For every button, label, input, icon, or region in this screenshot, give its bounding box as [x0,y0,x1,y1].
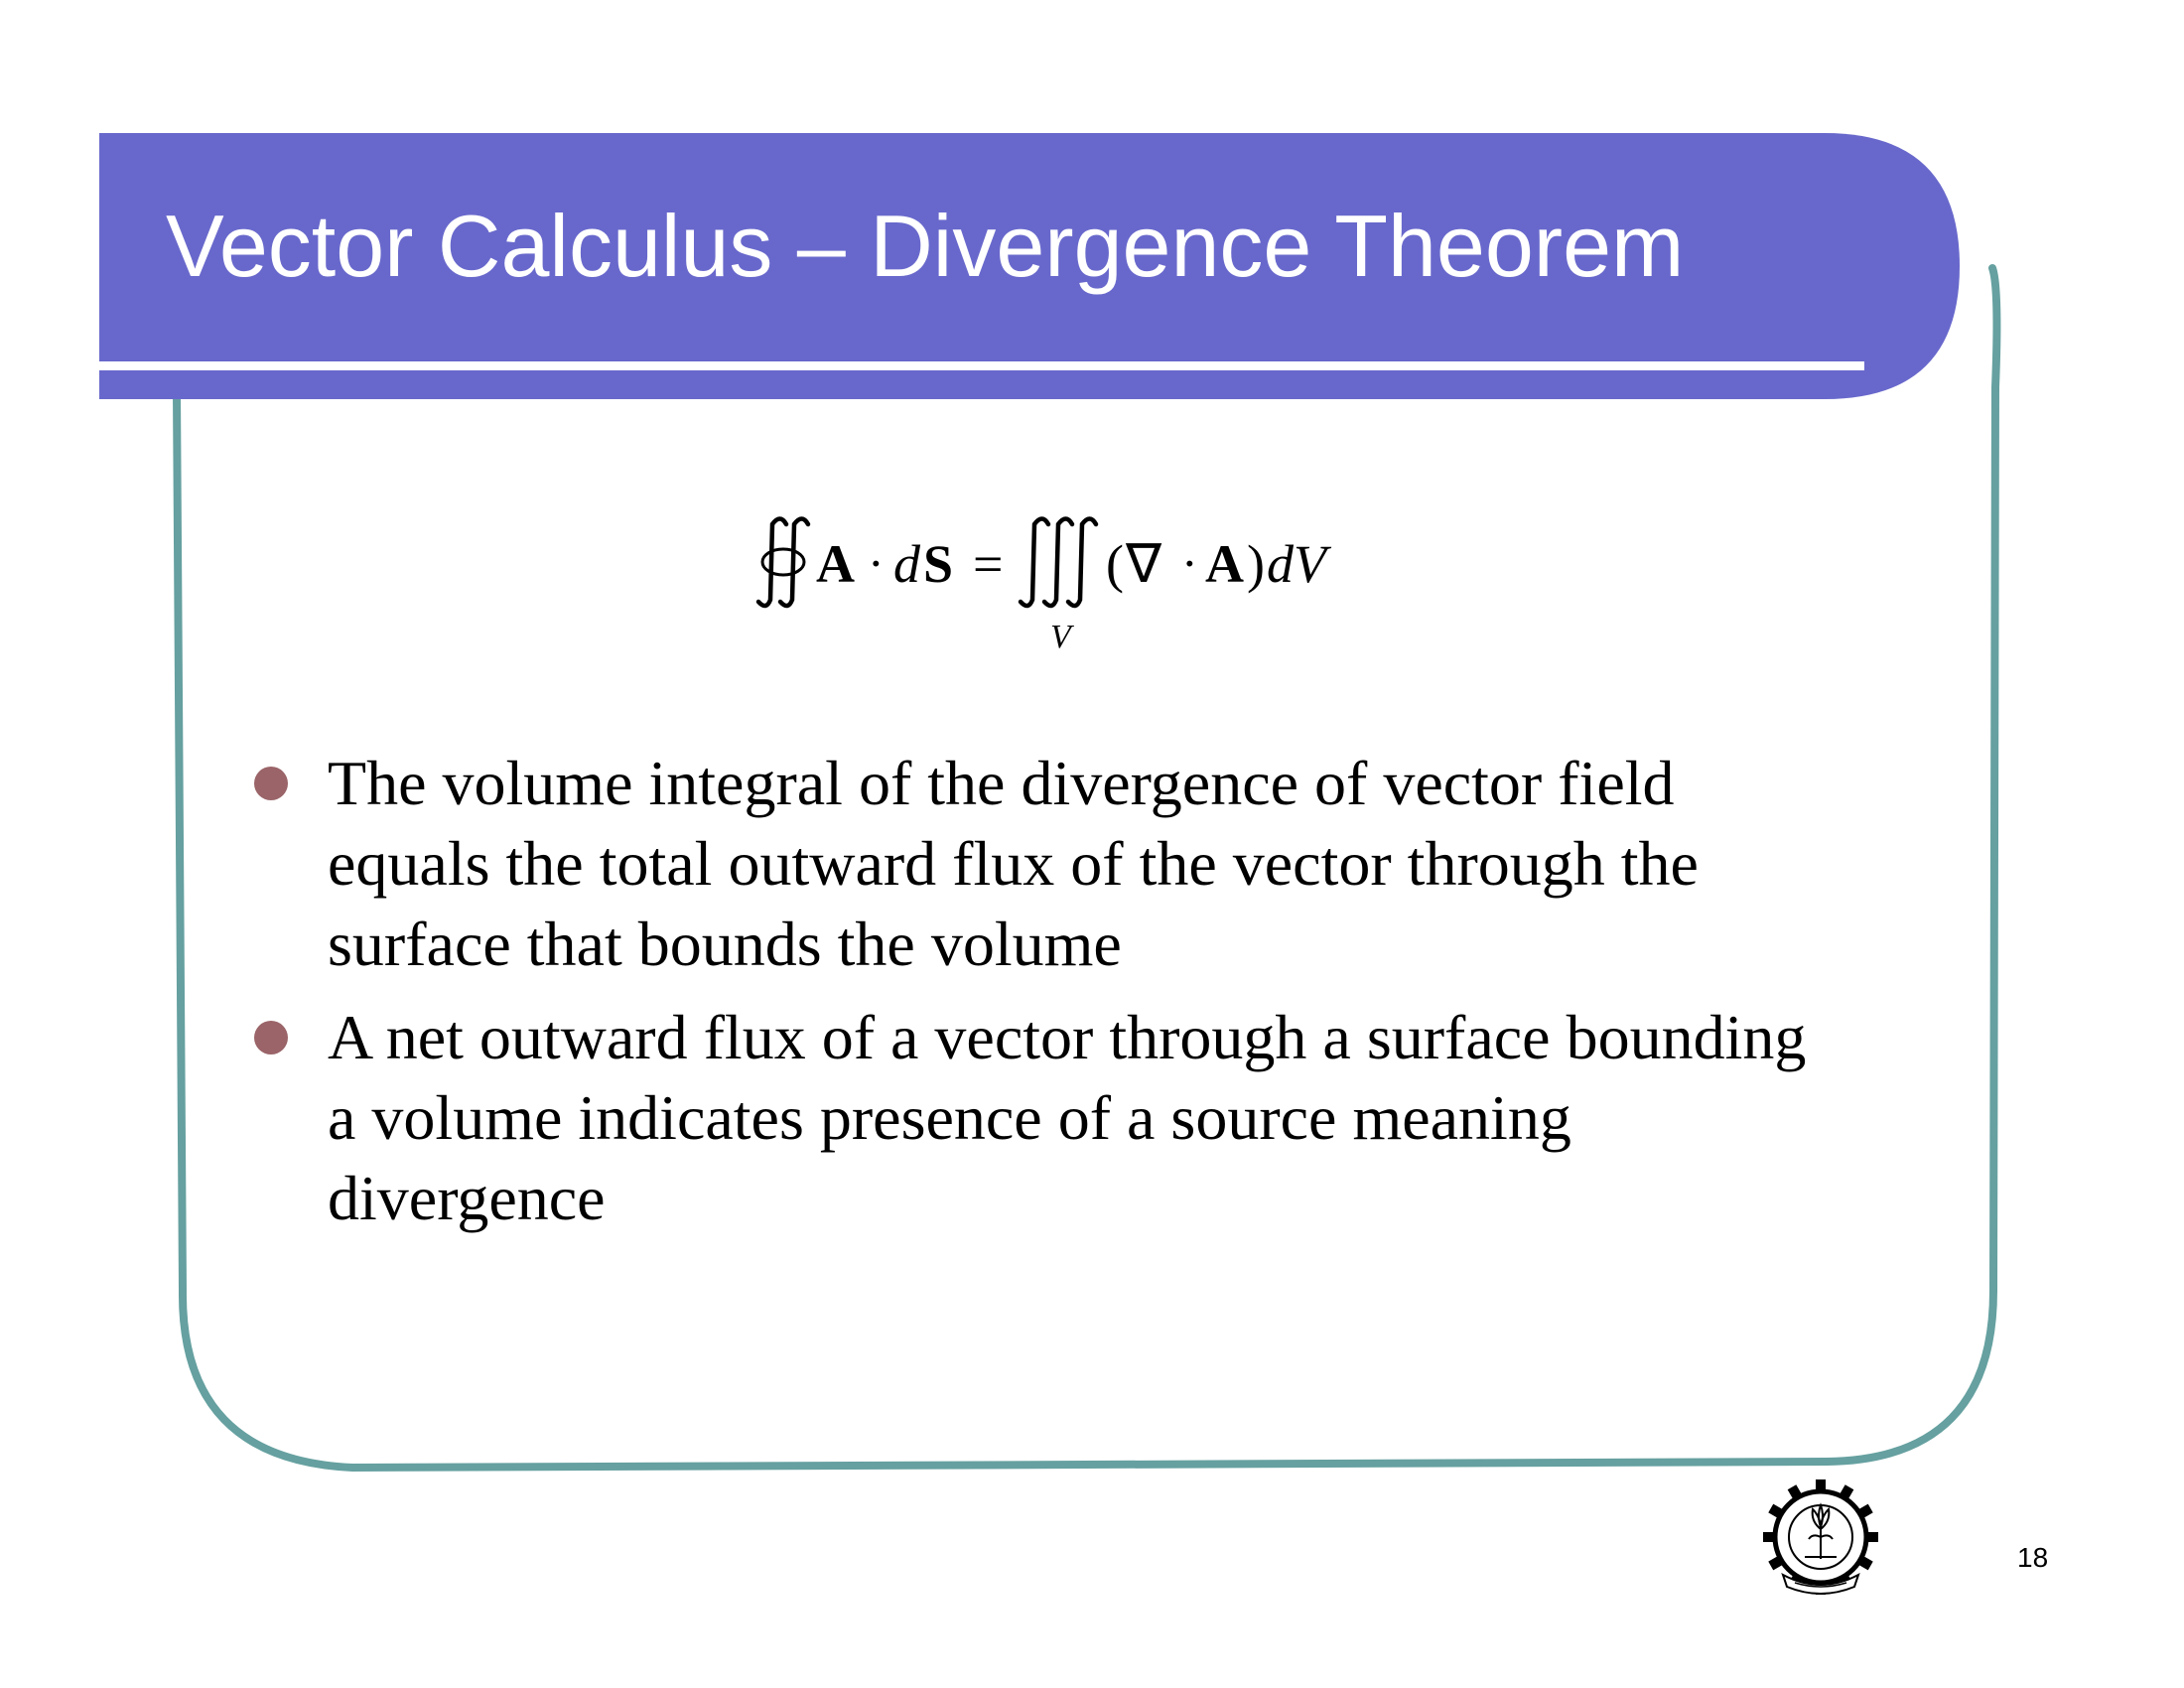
bullet-line: A net outward flux of a vector through a surface bounding [328,1002,1807,1072]
open-paren: ( [1106,534,1124,594]
bullet-line: surface that bounds the volume [328,909,1122,979]
divergence-theorem-formula [0,516,2184,665]
closed-double-integral-icon [758,519,808,607]
bullet-item [328,997,1956,1238]
dot-operator-2: · [1181,535,1198,591]
triple-integral-icon [1021,519,1096,607]
title-underline [99,361,1864,370]
vector-a-2: A [1205,534,1244,594]
bullet-line: a volume indicates presence of a source meaning [328,1082,1571,1153]
slide-title: Vector Calculus – Divergence Theorem [166,197,1685,295]
bullet-dot-icon [254,1021,288,1055]
bullet-line: The volume integral of the divergence of vector field [328,748,1675,818]
bullet-item [328,743,1956,984]
institute-emblem-icon [1761,1477,1880,1597]
differential-d: d [893,534,920,594]
nabla-operator: ∇ [1126,534,1162,594]
bullet-list [328,743,1956,1251]
integral-lower-limit: V [1050,619,1071,655]
bullet-dot-icon [254,767,288,800]
equals-sign: = [973,534,1004,594]
page-number: 18 [2017,1542,2049,1573]
vector-a: A [816,534,855,594]
dot-operator: · [868,535,885,591]
bullet-line: divergence [328,1163,606,1233]
bullet-line: equals the total outward flux of the vector through the [328,828,1699,899]
close-paren: ) [1247,534,1265,594]
surface-vector-s: S [923,534,954,594]
volume-element-dv: dV [1267,534,1326,594]
